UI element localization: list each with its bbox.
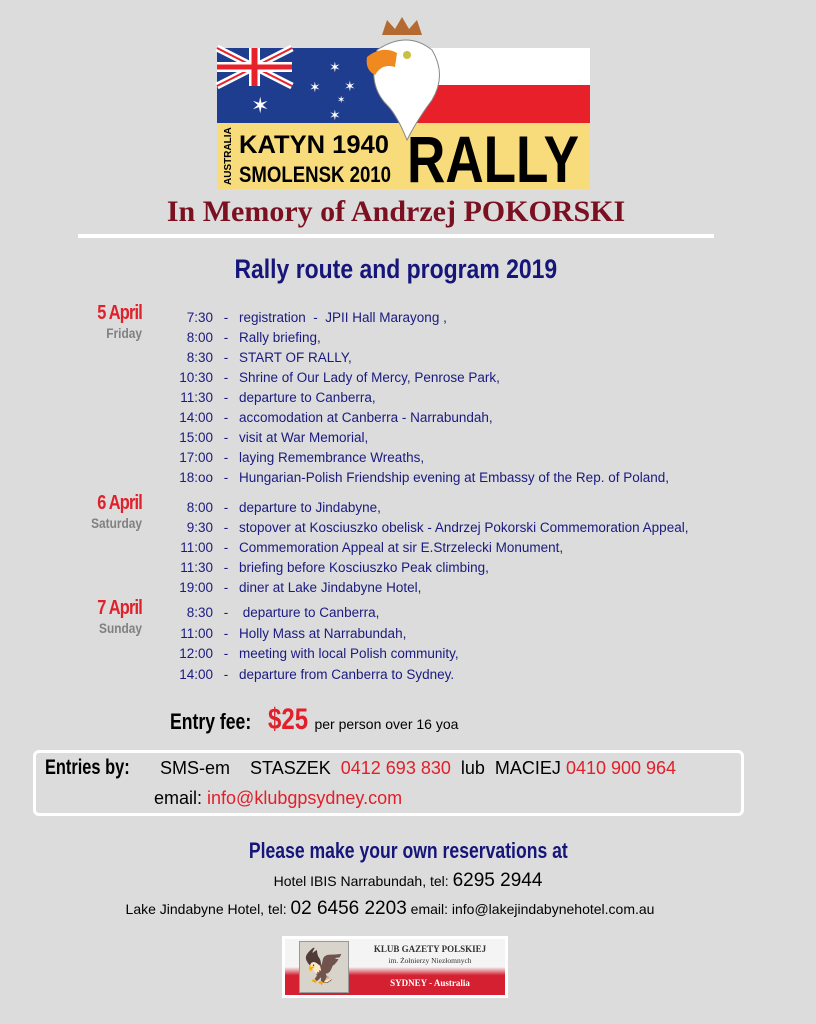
item-dash: - xyxy=(223,430,229,445)
item-time: 10:30 xyxy=(179,370,213,385)
schedule-item xyxy=(140,560,489,580)
schedule-item xyxy=(140,390,376,410)
item-dash: - xyxy=(223,410,229,425)
phone-maciej[interactable]: 0410 900 964 xyxy=(565,758,677,778)
item-dash: - xyxy=(223,625,229,641)
schedule-item xyxy=(140,330,321,350)
item-text: Hungarian-Polish Friendship evening at Embassy of the Rep. of Poland, xyxy=(239,470,669,485)
item-dash: - xyxy=(223,540,229,555)
svg-text:✶: ✶ xyxy=(309,79,321,95)
svg-text:✶: ✶ xyxy=(329,59,341,75)
item-time: 15:00 xyxy=(179,430,213,445)
item-text: stopover at Kosciuszko obelisk - Andrzej Pokorski Commemoration Appeal, xyxy=(239,520,689,535)
item-time: 11:00 xyxy=(180,540,213,555)
item-time: 12:00 xyxy=(179,646,213,662)
entries-box: Entries by: SMS-em STASZEK 0412 693 830 lub MACIEJ 0410 900 964 email: info@klubgpsydney.com xyxy=(33,750,744,816)
item-text: briefing before Kosciuszko Peak climbing, xyxy=(239,560,489,575)
item-text: diner at Lake Jindabyne Hotel, xyxy=(239,580,422,595)
logo-line1: KATYN 1940 xyxy=(239,131,389,159)
item-text: departure from Canberra to Sydney. xyxy=(239,667,455,683)
item-time: 18:oo xyxy=(179,470,213,485)
item-time: 11:30 xyxy=(180,390,213,405)
item-text: meeting with local Polish community, xyxy=(239,646,459,662)
union-jack xyxy=(217,48,292,86)
item-text: visit at War Memorial, xyxy=(239,430,369,445)
entry-fee: Entry fee: $25 per person over 16 yoa xyxy=(170,703,459,736)
item-dash: - xyxy=(223,330,229,345)
item-time: 8:30 xyxy=(186,350,213,365)
item-time: 8:00 xyxy=(186,500,213,515)
item-text: departure to Canberra, xyxy=(239,390,376,405)
item-text: departure to Canberra, xyxy=(239,605,380,620)
reservations-title: Please make your own reservations at xyxy=(248,838,568,863)
svg-text:AUSTRALIA: AUSTRALIA xyxy=(223,127,234,185)
schedule-item xyxy=(140,350,352,370)
day-date: 7 April xyxy=(97,597,142,619)
day-date: 6 April xyxy=(97,492,142,514)
email-link[interactable]: info@klubgpsydney.com xyxy=(207,788,403,808)
day-weekday: Friday xyxy=(106,325,142,341)
item-dash: - xyxy=(223,310,229,325)
schedule-item xyxy=(140,470,669,490)
item-text: Rally briefing, xyxy=(239,330,321,345)
logo-line2: SMOLENSK 2010 xyxy=(239,162,391,187)
schedule-item xyxy=(140,580,421,600)
day-weekday: Sunday xyxy=(99,620,142,636)
schedule-item xyxy=(140,605,379,625)
item-time: 8:00 xyxy=(186,330,213,345)
item-dash: - xyxy=(223,605,229,620)
item-text: Holly Mass at Narrabundah, xyxy=(239,625,407,641)
item-time: 8:30 xyxy=(186,605,213,620)
svg-text:✶: ✶ xyxy=(329,107,341,123)
day-label xyxy=(70,302,142,341)
item-time: 11:00 xyxy=(180,625,213,641)
item-dash: - xyxy=(223,450,229,465)
klub-logo: 🦅 KLUB GAZETY POLSKIEJ im. Żołnierzy Niezłomnych SYDNEY - Australia xyxy=(282,936,508,998)
eagle-emblem-icon: 🦅 xyxy=(299,941,349,993)
item-time: 9:30 xyxy=(186,520,213,535)
item-text: START OF RALLY, xyxy=(239,350,352,365)
item-time: 14:00 xyxy=(179,667,213,683)
divider xyxy=(78,234,714,238)
memory-title: In Memory of Andrzej POKORSKI xyxy=(166,195,626,228)
item-dash: - xyxy=(223,470,229,485)
item-text: accomodation at Canberra - Narrabundah, xyxy=(239,410,493,425)
item-text: laying Remembrance Wreaths, xyxy=(239,450,425,465)
item-dash: - xyxy=(223,500,229,515)
rally-logo xyxy=(217,15,590,196)
item-dash: - xyxy=(223,667,229,683)
logo-rally: RALLY xyxy=(407,122,579,196)
schedule-item xyxy=(140,450,424,470)
program-title: Rally route and program 2019 xyxy=(234,254,558,284)
polish-flag-red xyxy=(412,85,590,123)
item-dash: - xyxy=(223,350,229,365)
svg-text:✶: ✶ xyxy=(344,78,356,94)
day-label xyxy=(70,492,142,531)
item-dash: - xyxy=(223,520,229,535)
item-text: registration - JPII Hall Marayong , xyxy=(239,310,447,325)
schedule-item xyxy=(140,646,459,666)
day-weekday: Saturday xyxy=(91,515,142,531)
item-dash: - xyxy=(223,370,229,385)
schedule-item xyxy=(140,626,406,646)
item-text: Shrine of Our Lady of Mercy, Penrose Park, xyxy=(239,370,500,385)
phone-staszek[interactable]: 0412 693 830 xyxy=(340,758,451,778)
item-dash: - xyxy=(223,560,229,575)
schedule-item xyxy=(140,370,500,390)
item-time: 19:00 xyxy=(179,580,213,595)
hotel-jindabyne: Lake Jindabyne Hotel, tel: 02 6456 2203 email: info@lakejindabynehotel.com.au xyxy=(125,898,655,919)
day-date: 5 April xyxy=(97,302,142,324)
item-dash: - xyxy=(223,390,229,405)
schedule-item xyxy=(140,430,368,450)
schedule-item xyxy=(140,667,454,687)
item-text: Commemoration Appeal at sir E.Strzelecki Monument, xyxy=(239,540,564,555)
hotel-ibis: Hotel IBIS Narrabundah, tel: 6295 2944 xyxy=(273,870,543,891)
item-dash: - xyxy=(223,646,229,662)
day-label xyxy=(70,597,142,636)
schedule-item xyxy=(140,520,688,540)
svg-text:✶: ✶ xyxy=(251,93,270,118)
item-text: departure to Jindabyne, xyxy=(239,500,381,515)
schedule-item xyxy=(140,410,493,430)
schedule-item xyxy=(140,500,381,520)
item-time: 7:30 xyxy=(186,310,213,325)
schedule-item xyxy=(140,310,447,330)
item-time: 11:30 xyxy=(180,560,213,575)
schedule-item xyxy=(140,540,563,560)
item-time: 14:00 xyxy=(179,410,213,425)
svg-text:✶: ✶ xyxy=(337,95,346,106)
item-dash: - xyxy=(223,580,229,595)
item-time: 17:00 xyxy=(179,450,213,465)
